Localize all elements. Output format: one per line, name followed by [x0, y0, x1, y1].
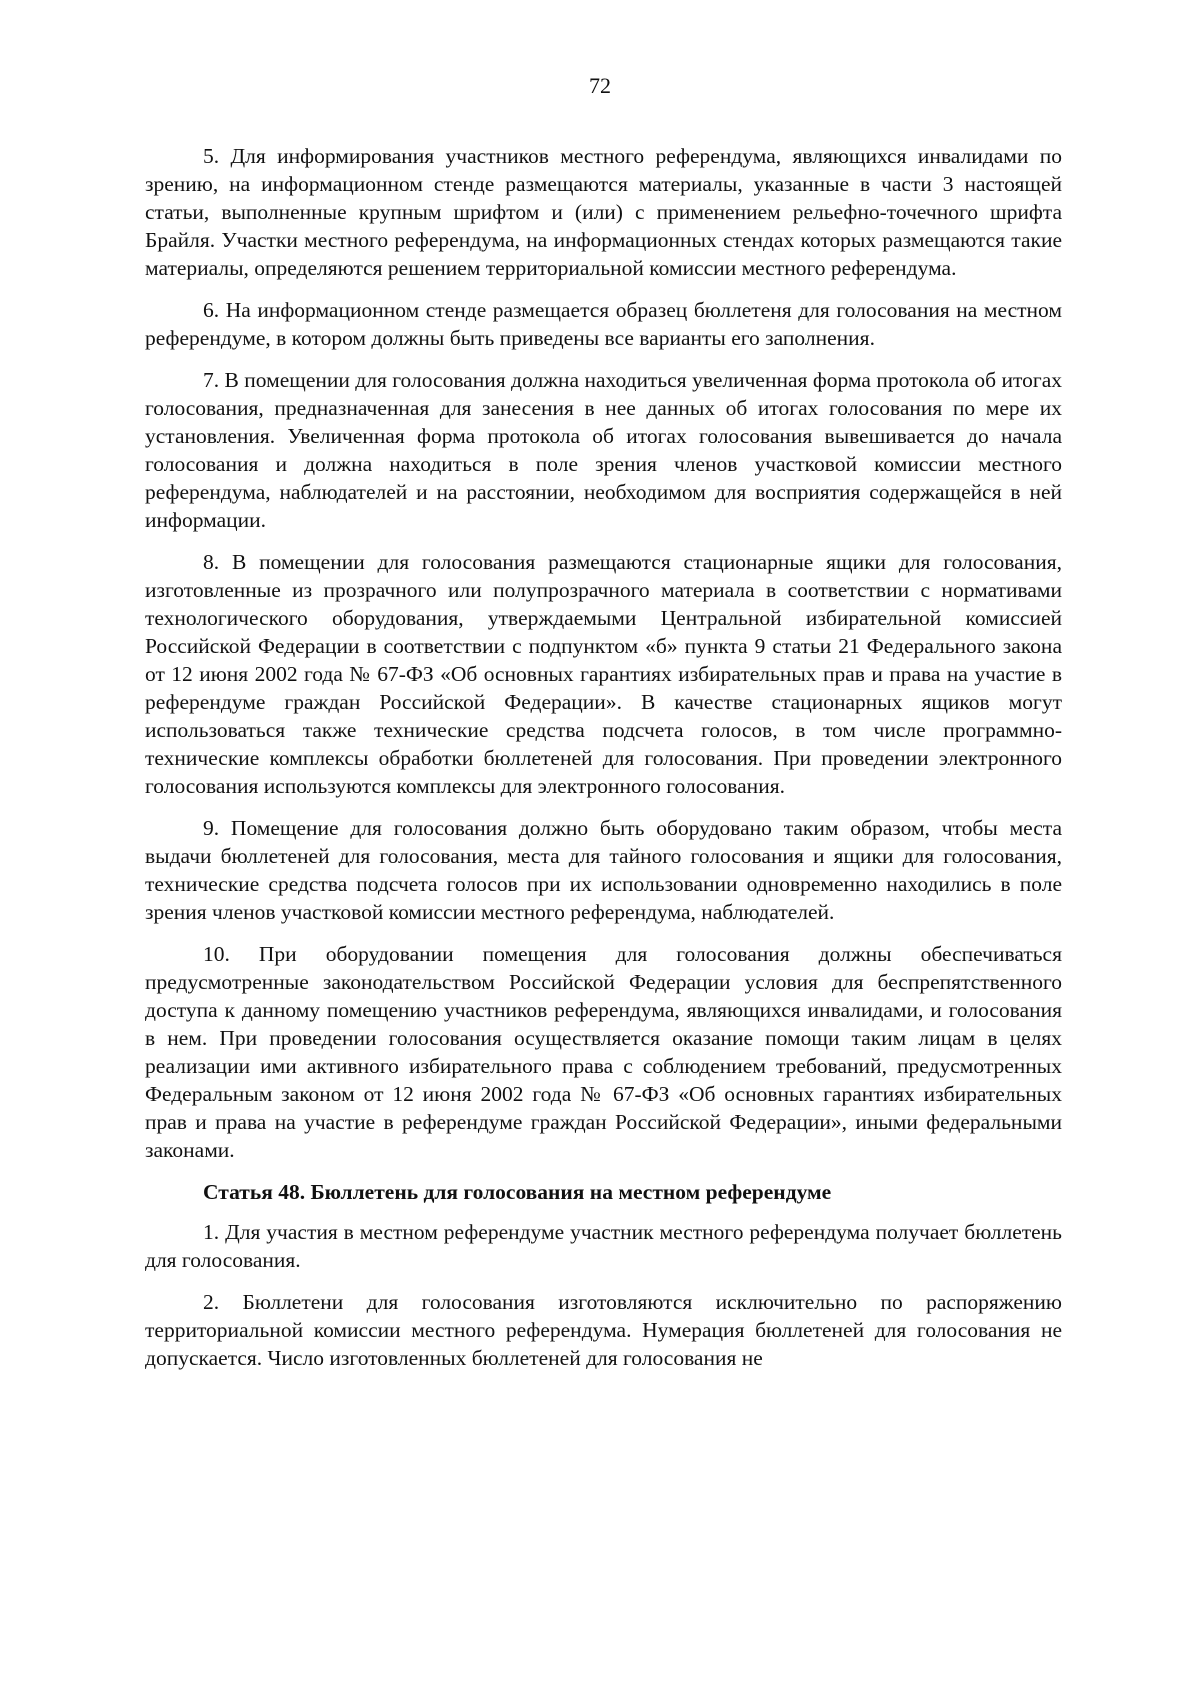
document-body	[145, 142, 1062, 1386]
paragraph-7: 7. В помещении для голосования должна находиться увеличенная форма протокола об итогах голосования, предназначенная для занесения в нее данных об итогах голосования по мере их установления. Увеличенная форма протокола об итогах голосования вывешивается до начала голосования и должна находиться в поле зрения членов участковой комиссии местного референдума, наблюдателей и на расстоянии, необходимом для восприятия содержащейся в ней информации.	[145, 368, 1062, 532]
paragraph-10: 10. При оборудовании помещения для голосования должны обеспечиваться предусмотренные законодательством Российской Федерации условия для беспрепятственного доступа к данному помещению участников референдума, являющихся инвалидами, и голосования в нем. При проведении голосования осуществляется оказание помощи таким лицам в целях реализации ими активного избирательного права с соблюдением требований, предусмотренных Федеральным законом от 12 июня 2002 года № 67-ФЗ «Об основных гарантиях избирательных прав и права на участие в референдуме граждан Российской Федерации», иными федеральными законами.	[145, 942, 1062, 1162]
paragraph-6: 6. На информационном стенде размещается образец бюллетеня для голосования на местном референдуме, в котором должны быть приведены все варианты его заполнения.	[145, 298, 1062, 350]
paragraph-5: 5. Для информирования участников местного референдума, являющихся инвалидами по зрению, на информационном стенде размещаются материалы, указанные в части 3 настоящей статьи, выполненные крупным шрифтом и (или) с применением рельефно-точечного шрифта Брайля. Участки местного референдума, на информационных стендах которых размещаются такие материалы, определяются решением территориальной комиссии местного референдума.	[145, 144, 1062, 280]
paragraph-8: 8. В помещении для голосования размещаются стационарные ящики для голосования, изготовленные из прозрачного или полупрозрачного материала в соответствии с нормативами технологического оборудования, утверждаемыми Центральной избирательной комиссией Российской Федерации в соответствии с подпунктом «б» пункта 9 статьи 21 Федерального закона от 12 июня 2002 года № 67-ФЗ «Об основных гарантиях избирательных прав и права на участие в референдуме граждан Российской Федерации». В качестве стационарных ящиков могут использоваться также технические средства подсчета голосов, в том числе программно-технические комплексы обработки бюллетеней для голосования. При проведении электронного голосования используются комплексы для электронного голосования.	[145, 550, 1062, 798]
article-paragraph-1: 1. Для участия в местном референдуме участник местного референдума получает бюллетень для голосования.	[145, 1220, 1062, 1272]
article-paragraph-2: 2. Бюллетени для голосования изготовляются исключительно по распоряжению территориальной комиссии местного референдума. Нумерация бюллетеней для голосования не допускается. Число изготовленных бюллетеней для голосования не	[145, 1290, 1062, 1370]
article-heading: Статья 48. Бюллетень для голосования на местном референдуме	[203, 1180, 832, 1204]
paragraph-9: 9. Помещение для голосования должно быть оборудовано таким образом, чтобы места выдачи бюллетеней для голосования, места для тайного голосования и ящики для голосования, технические средства подсчета голосов при их использовании одновременно находились в поле зрения членов участковой комиссии местного референдума, наблюдателей.	[145, 816, 1062, 924]
page-number: 72	[589, 73, 611, 98]
